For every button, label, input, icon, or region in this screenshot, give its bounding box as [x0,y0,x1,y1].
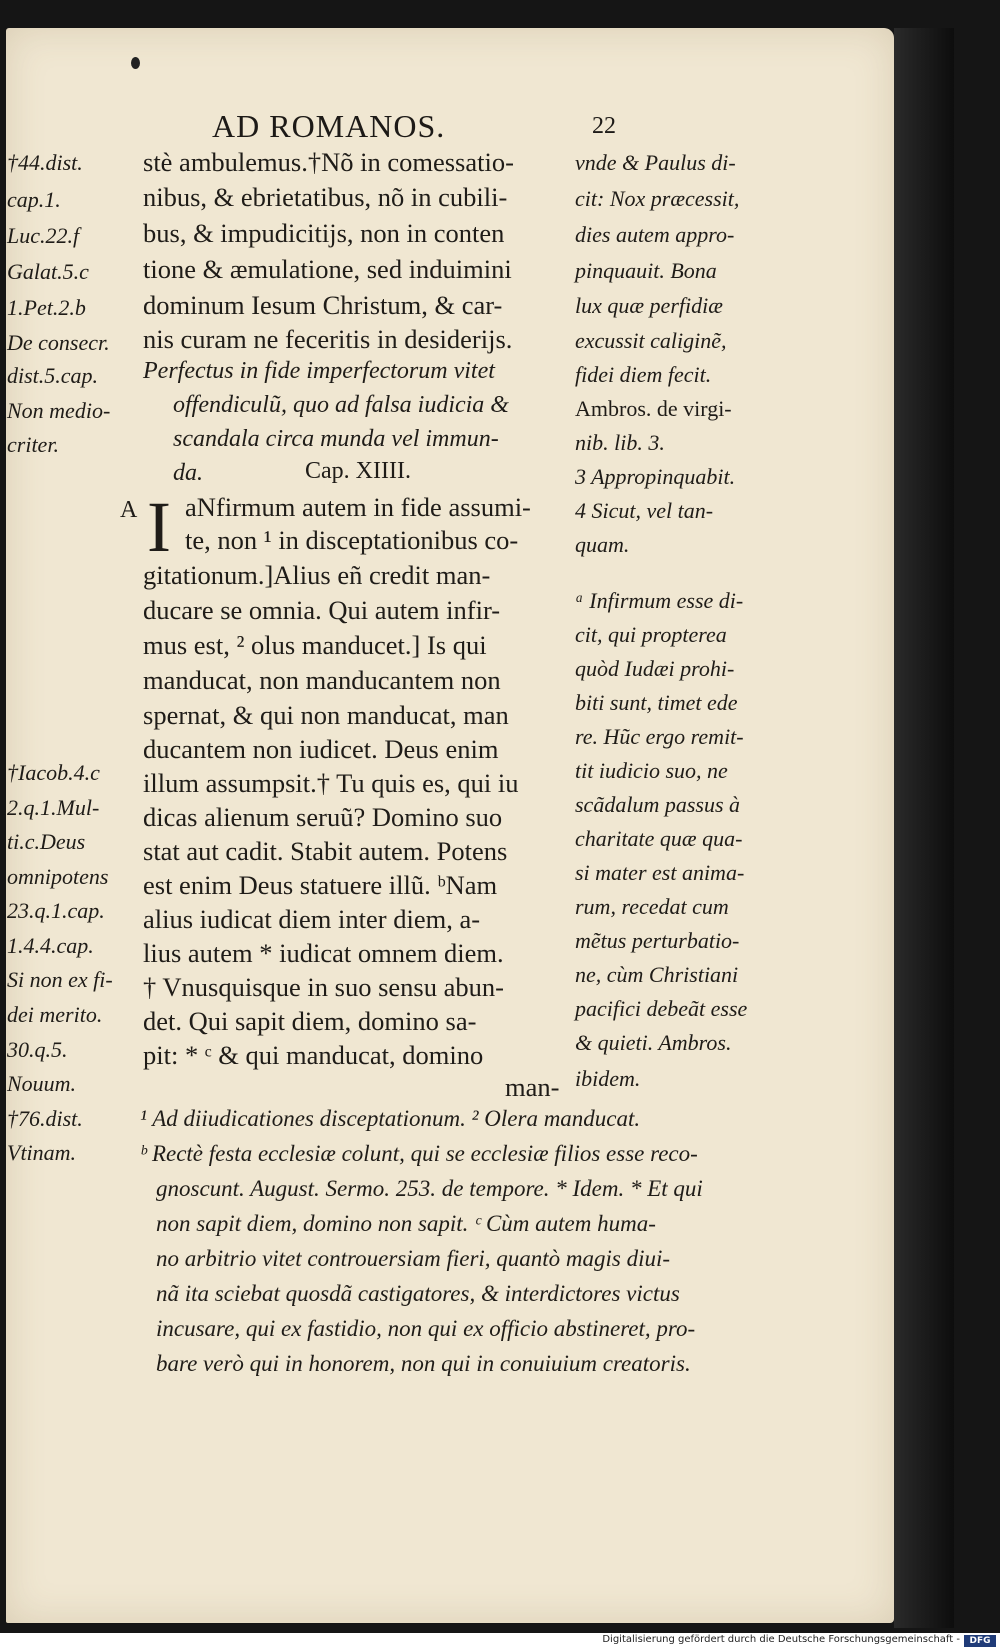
funding-credit: Digitalisierung gefördert durch die Deutsche Forschungsgemeinschaft - [602,1634,960,1645]
main-text-line: alius iudicat diem inter diem, a- [143,904,481,934]
gloss-line: biti sunt, timet ede [575,690,738,715]
main-text-line: illum assumpsit.† Tu quis es, qui iu [143,768,519,798]
gloss-line: charitate quæ qua- [575,826,743,851]
ink-dot [131,57,140,69]
margin-ref: omnipotens [7,864,109,889]
margin-ref: Si non ex fi- [7,967,113,992]
main-text-line: aNfirmum autem in fide assumi- [185,492,531,522]
margin-ref: Luc.22.f [7,223,80,248]
footnote-line: non sapit diem, domino non sapit. ᶜ Cùm autem huma- [156,1211,656,1236]
gloss-line: 3 Appropinquabit. [575,464,736,489]
main-text-line: lius autem * iudicat omnem diem. [143,938,504,968]
running-head: AD ROMANOS. [212,108,446,144]
footnote-line: nã ita sciebat quosdã castigatores, & interdictores victus [156,1281,680,1306]
gloss-line: lux quæ perfidiæ [575,293,723,318]
margin-ref: dei merito. [7,1002,103,1027]
gloss-line: tit iudicio suo, ne [575,758,728,783]
main-text-line: dicas alienum seruũ? Domino suo [143,802,503,832]
chapter-summary-line: da. [173,460,203,486]
margin-ref: †Iacob.4.c [7,760,100,785]
main-text-line: nibus, & ebrietatibus, nõ in cubili- [143,182,508,212]
main-text-line: stè ambulemus.†Nõ in comessatio- [143,147,514,177]
main-text-line: est enim Deus statuere illũ. ᵇNam [143,870,498,900]
gloss-line: scãdalum passus à [575,792,741,817]
margin-ref: Nouum. [7,1071,77,1096]
page-edge-shadow [894,28,954,1628]
margin-ref: Vtinam. [7,1140,77,1165]
margin-ref: cap.1. [7,187,61,212]
margin-ref: 30.q.5. [7,1037,68,1062]
margin-ref: 1.4.4.cap. [7,933,94,958]
main-text-line: spernat, & qui non manducat, man [143,700,509,730]
margin-ref: dist.5.cap. [7,363,99,388]
main-text-line: tione & æmulatione, sed induimini [143,254,512,284]
footnote-line: incusare, qui ex fastidio, non qui ex officio abstineret, pro- [156,1316,696,1341]
main-text-line: dominum Iesum Christum, & car- [143,290,503,320]
chapter-summary-line: Perfectus in fide imperfectorum vitet [143,358,495,384]
catchword: man- [505,1072,560,1102]
gloss-line: vnde & Paulus di- [575,150,736,175]
footnote-line: gnoscunt. August. Sermo. 253. de tempore. * Idem. * Et qui [156,1176,703,1201]
gloss-line: pinquauit. Bona [575,258,717,283]
margin-ref: 1.Pet.2.b [7,295,86,320]
main-text-line: ducare se omnia. Qui autem infir- [143,595,501,625]
margin-ref: De consecr. [7,330,110,355]
margin-ref: ti.c.Deus [7,829,86,854]
gloss-line: 4 Sicut, vel tan- [575,498,714,523]
footnote-line: ¹ Ad diiudicationes disceptationum. ² Olera manducat. [140,1106,641,1131]
footnote-line: ᵇ Rectè festa ecclesiæ colunt, qui se ecclesiæ filios esse reco- [140,1141,698,1166]
chapter-summary-line: scandala circa munda vel immun- [173,426,499,452]
margin-ref: †76.dist. [7,1106,83,1131]
drop-initial: I [147,487,171,567]
main-text-line: nis curam ne feceritis in desiderijs. [143,324,513,354]
gloss-line: fidei diem fecit. [575,362,712,387]
main-text-line: ducantem non iudicet. Deus enim [143,734,499,764]
margin-ref: Non medio- [7,398,111,423]
gloss-line: ibidem. [575,1066,641,1091]
main-text-line: pit: * ᶜ & qui manducat, domino [143,1040,484,1070]
main-text-line: gitationum.]Alius eñ credit man- [143,560,491,590]
main-text-line: mus est, ² olus manducet.] Is qui [143,630,487,660]
gloss-line: nib. lib. 3. [575,430,665,455]
footnote-line: bare verò qui in honorem, non qui in conuiuium creatoris. [156,1351,691,1376]
page-number: 22 [592,113,616,139]
gloss-line: quòd Iudæi prohi- [575,656,735,681]
gloss-line: dies autem appro- [575,222,735,247]
chapter-summary-line: offendiculũ, quo ad falsa iudicia & [173,392,509,418]
gloss-line: ᵃ Infirmum esse di- [575,588,744,613]
main-text-line: manducat, non manducantem non [143,665,501,695]
gloss-line: & quieti. Ambros. [575,1030,732,1055]
gloss-line: pacifici debeãt esse [575,996,748,1021]
dfg-logo: DFG [964,1635,996,1647]
gloss-line: mẽtus perturbatio- [575,928,740,953]
margin-ref: 23.q.1.cap. [7,898,105,923]
margin-ref: †44.dist. [7,150,83,175]
gloss-line: excussit caliginẽ, [575,328,727,353]
gloss-line: si mater est anima- [575,860,745,885]
gloss-line: rum, recedat cum [575,894,729,919]
main-text-line: det. Qui sapit diem, domino sa- [143,1006,477,1036]
footnote-line: no arbitrio vitet controuersiam fieri, quantò magis diui- [156,1246,671,1271]
gloss-line: cit: Nox præcessit, [575,186,740,211]
main-text-line: stat aut cadit. Stabit autem. Potens [143,836,508,866]
main-text-line: † Vnusquisque in suo sensu abun- [143,972,504,1002]
main-text-line: bus, & impudicitijs, non in conten [143,218,505,248]
main-text-line: te, non ¹ in disceptationibus co- [185,525,519,555]
chapter-heading: Cap. XIIII. [305,458,411,484]
margin-ref: 2.q.1.Mul- [7,795,100,820]
margin-ref: Galat.5.c [7,259,89,284]
gloss-line: re. Hũc ergo remit- [575,724,744,749]
margin-ref: criter. [7,432,59,457]
gloss-line: Ambros. de virgi- [575,396,732,421]
gloss-line: quam. [575,532,630,557]
gloss-line: ne, cùm Christiani [575,962,739,987]
gloss-line: cit, qui propterea [575,622,727,647]
section-letter: A [120,497,138,523]
